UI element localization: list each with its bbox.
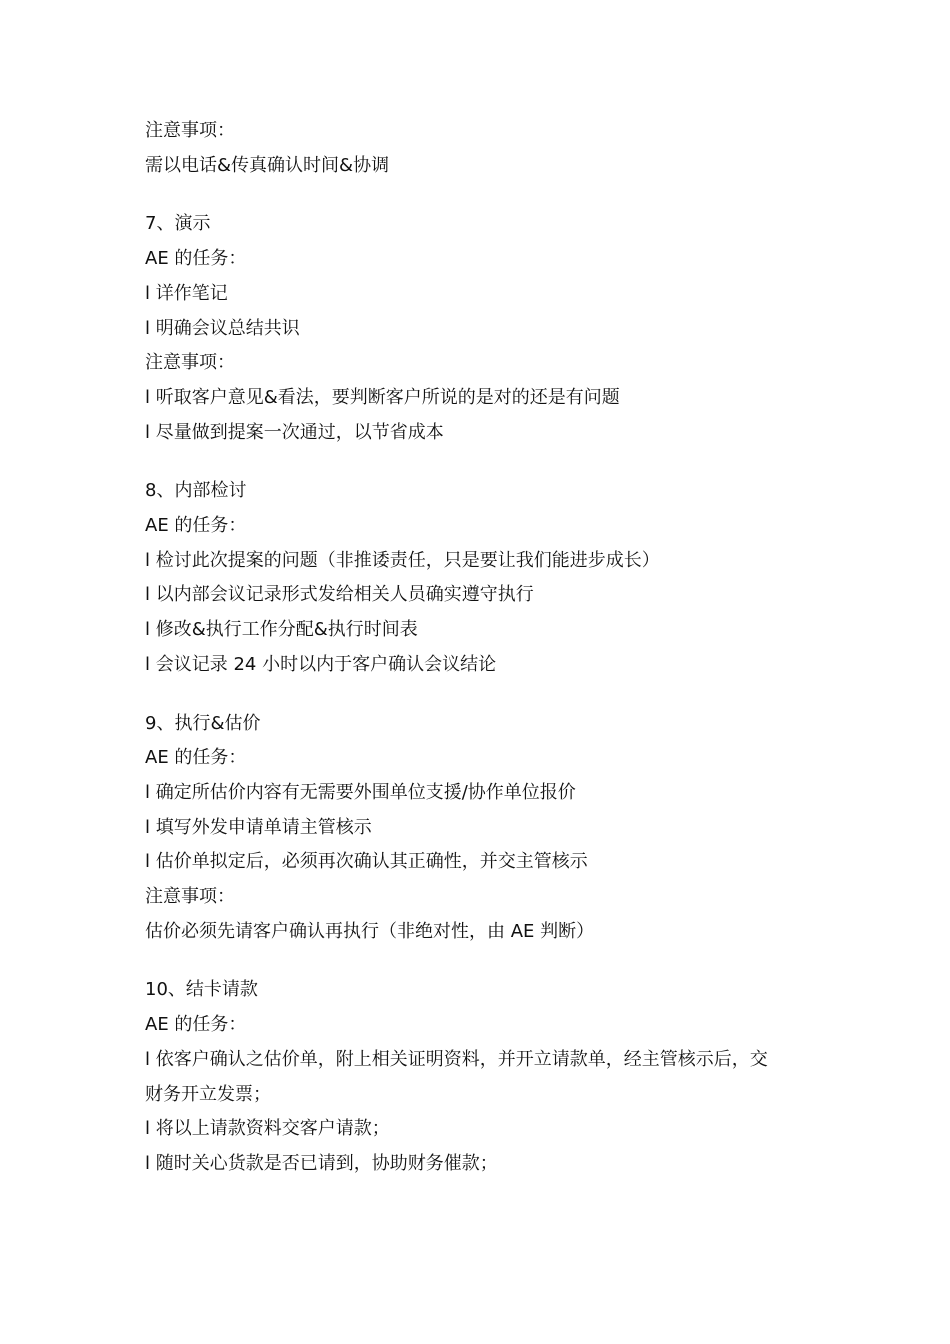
notes-text: 需以电话&传真确认时间&协调 <box>145 154 390 176</box>
section-7-demo <box>145 207 815 450</box>
notes-heading: 注意事项： <box>145 352 235 374</box>
section-heading: 7、演示 <box>145 213 211 235</box>
bullet-item: l 明确会议总结共识 <box>145 317 300 339</box>
task-label: AE 的任务： <box>145 248 247 270</box>
notes-heading: 注意事项： <box>145 886 235 908</box>
bullet-item: l 检讨此次提案的问题（非推诿责任，只是要让我们能进步成长） <box>145 549 660 571</box>
bullet-item: l 估价单拟定后，必须再次确认其正确性，并交主管核示 <box>145 851 588 873</box>
bullet-item: l 填写外发申请单请主管核示 <box>145 816 372 838</box>
task-label: AE 的任务： <box>145 1014 247 1036</box>
bullet-item: l 随时关心货款是否已请到，协助财务催款； <box>145 1152 498 1174</box>
bullet-item: l 将以上请款资料交客户请款； <box>145 1118 390 1140</box>
bullet-item-continuation: 财务开立发票； <box>145 1083 271 1105</box>
notes-section <box>145 114 815 183</box>
bullet-item: l 修改&执行工作分配&执行时间表 <box>145 619 418 641</box>
bullet-item: l 听取客户意见&看法，要判断客户所说的是对的还是有问题 <box>145 386 620 408</box>
bullet-item: l 详作笔记 <box>145 282 228 304</box>
section-8-internal-review <box>145 474 815 682</box>
bullet-item: l 依客户确认之估价单，附上相关证明资料，并开立请款单，经主管核示后，交 <box>145 1048 768 1070</box>
section-10-billing <box>145 973 815 1181</box>
notes-text: 估价必须先请客户确认再执行（非绝对性，由 AE 判断） <box>145 920 595 942</box>
section-heading: 8、内部检讨 <box>145 480 247 502</box>
document-body <box>145 114 815 1182</box>
bullet-item: l 尽量做到提案一次通过，以节省成本 <box>145 421 444 443</box>
section-heading: 9、执行&估价 <box>145 712 261 734</box>
task-label: AE 的任务： <box>145 515 247 537</box>
task-label: AE 的任务： <box>145 747 247 769</box>
bullet-item: l 以内部会议记录形式发给相关人员确实遵守执行 <box>145 584 534 606</box>
notes-heading: 注意事项： <box>145 120 235 141</box>
bullet-item: l 确定所估价内容有无需要外围单位支援/协作单位报价 <box>145 781 576 803</box>
bullet-item: l 会议记录 24 小时以内于客户确认会议结论 <box>145 653 497 675</box>
section-heading: 10、结卡请款 <box>145 979 258 1001</box>
section-9-execution-estimate <box>145 707 815 950</box>
